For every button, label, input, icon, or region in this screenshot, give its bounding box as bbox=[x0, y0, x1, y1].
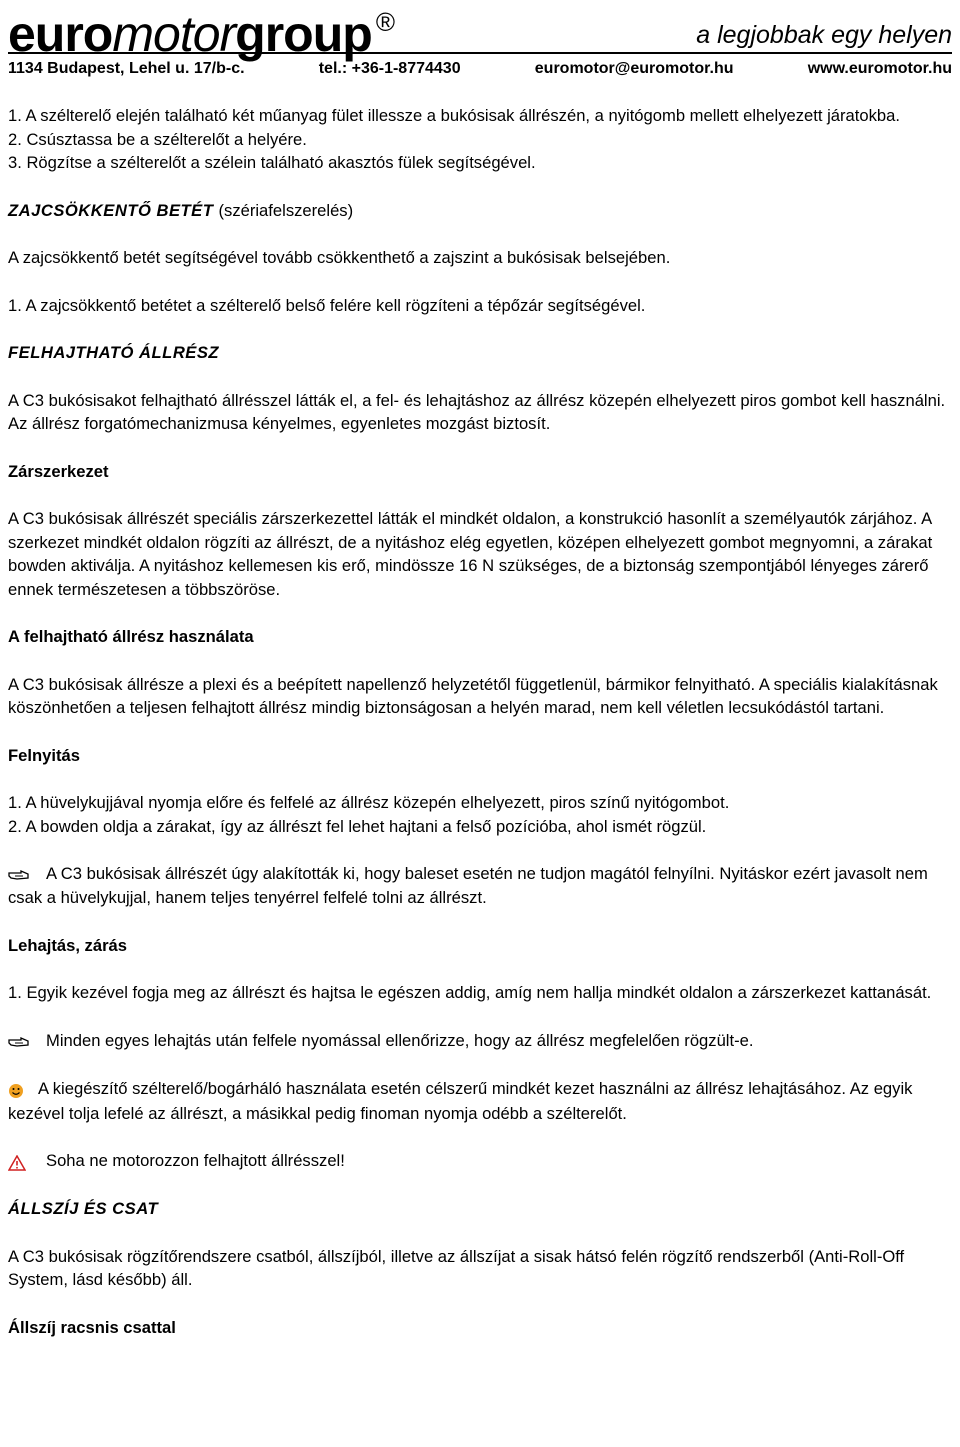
note: A C3 bukósisak állrészét úgy alakították ki, hogy baleset esetén ne tudjon magától felnyílni. Nyitáskor ezért javasolt nem csak a hüvelykujjal, hanem teljes tenyérrel felfelé tolni az állrészt. bbox=[8, 864, 928, 908]
list-item: 1. Egyik kezével fogja meg az állrészt és hajtsa le egészen addig, amíg nem hallja mindkét oldalon a zárszerkezet kattanását. bbox=[8, 983, 932, 1003]
section-heading: Zárszerkezet bbox=[8, 461, 109, 481]
section-heading: Állszíj racsnis csattal bbox=[8, 1317, 176, 1337]
intro-step: 1. A szélterelő elején található két műanyag fület illessze a bukósisak állrészén, a nyitógomb mellett elhelyezett járatokba. bbox=[8, 106, 900, 125]
list-item: 1. A zajcsökkentő betétet a szélterelő belső felére kell rögzíteni a tépőzár segítségével. bbox=[8, 295, 646, 315]
note: Minden egyes lehajtás után felfele nyomással ellenőrizze, hogy az állrész megfelelően rögzült-e. bbox=[8, 1029, 952, 1053]
section-heading: ÁLLSZÍJ ÉS CSAT bbox=[8, 1199, 159, 1219]
paragraph: A C3 bukósisak állrésze a plexi és a beépített napellenző helyzetétől függetlenül, bármikor felnyitható. A speciális kialakításnak köszönhetően a teljesen felhajtott állrész mindig biztonságosan a helyén marad, nem kell véletlen lecsukódástól tartani. bbox=[8, 674, 938, 717]
smiley-icon bbox=[8, 1078, 38, 1102]
address: 1134 Budapest, Lehel u. 17/b-c. bbox=[8, 60, 245, 77]
list-item: 1. A hüvelykujjával nyomja előre és felfelé az állrész közepén elhelyezett, piros színű nyitógombot. bbox=[8, 793, 730, 812]
document-body bbox=[8, 104, 952, 1339]
document-page bbox=[8, 0, 952, 1337]
section-heading: A felhajtható állrész használata bbox=[8, 627, 254, 646]
pointing-hand-icon bbox=[8, 1030, 46, 1054]
list-item: 2. A bowden oldja a zárakat, így az állrészt fel lehet hajtani a felső pozícióba, ahol ismét rögzül. bbox=[8, 816, 707, 836]
warning-icon bbox=[8, 1150, 46, 1174]
section-heading: Lehajtás, zárás bbox=[8, 935, 127, 955]
paragraph: A C3 bukósisak rögzítőrendszere csatból, állszíjból, illetve az állszíjat a sisak hátsó felén rögzítő rendszerből (Anti-Roll-Off System, lásd később) áll. bbox=[8, 1246, 905, 1290]
intro-step: 2. Csúsztassa be a szélterelőt a helyére. bbox=[8, 129, 307, 149]
letterhead bbox=[8, 0, 952, 62]
tip: A kiegészítő szélterelő/bogárháló használata esetén célszerű mindkét kezet használni az állrész lehajtásához. Az egyik kezével tolja lefelé az állrészt, a másikkal pedig finoman nyomja odébb a szélterelőt. bbox=[8, 1079, 913, 1123]
email-link[interactable]: euromotor@euromotor.hu bbox=[534, 60, 734, 77]
section-heading: FELHAJTHATÓ ÁLLRÉSZ bbox=[8, 343, 220, 362]
section-heading: Felnyitás bbox=[8, 745, 80, 765]
website-link[interactable]: www.euromotor.hu bbox=[807, 60, 952, 77]
slogan: a legjobbak egy helyen bbox=[696, 21, 952, 49]
pointing-hand-icon bbox=[8, 863, 46, 887]
section-heading: ZAJCSÖKKENTŐ BETÉT (szériafelszerelés) bbox=[8, 200, 354, 220]
contact-bar bbox=[8, 60, 952, 78]
intro-step: 3. Rögzítse a szélterelőt a szélein található akasztós fülek segítségével. bbox=[8, 153, 536, 172]
company-logo: euromotorgroup ® bbox=[8, 6, 394, 62]
paragraph: A C3 bukósisakot felhajtható állrésszel látták el, a fel- és lehajtáshoz az állrész közepén elhelyezett piros gombot kell használni. Az állrész forgatómechanizmusa kényelmes, egyenletes mozgást biztosít. bbox=[8, 390, 946, 433]
paragraph: A zajcsökkentő betét segítségével tovább csökkenthető a zajszint a bukósisak belsejében. bbox=[8, 248, 671, 267]
paragraph: A C3 bukósisak állrészét speciális zárszerkezettel látták el mindkét oldalon, a konstrukció hasonlít a személyautók zárjához. A szerkezet mindkét oldalon rögzíti az állrészt, de a nyitáshoz elég egyetlen, középen elhelyezett gombot megnyomni, a zárakat bowden aktiválja. A nyitáshoz kellemesen kis erő, mindössze 16 N szükséges, de a biztonság szempontjából lényeges zárerő ennek természetesen a többszöröse. bbox=[8, 509, 933, 599]
warning: Soha ne motorozzon felhajtott állrésszel! bbox=[8, 1149, 952, 1173]
phone: tel.: +36-1-8774430 bbox=[318, 60, 461, 77]
